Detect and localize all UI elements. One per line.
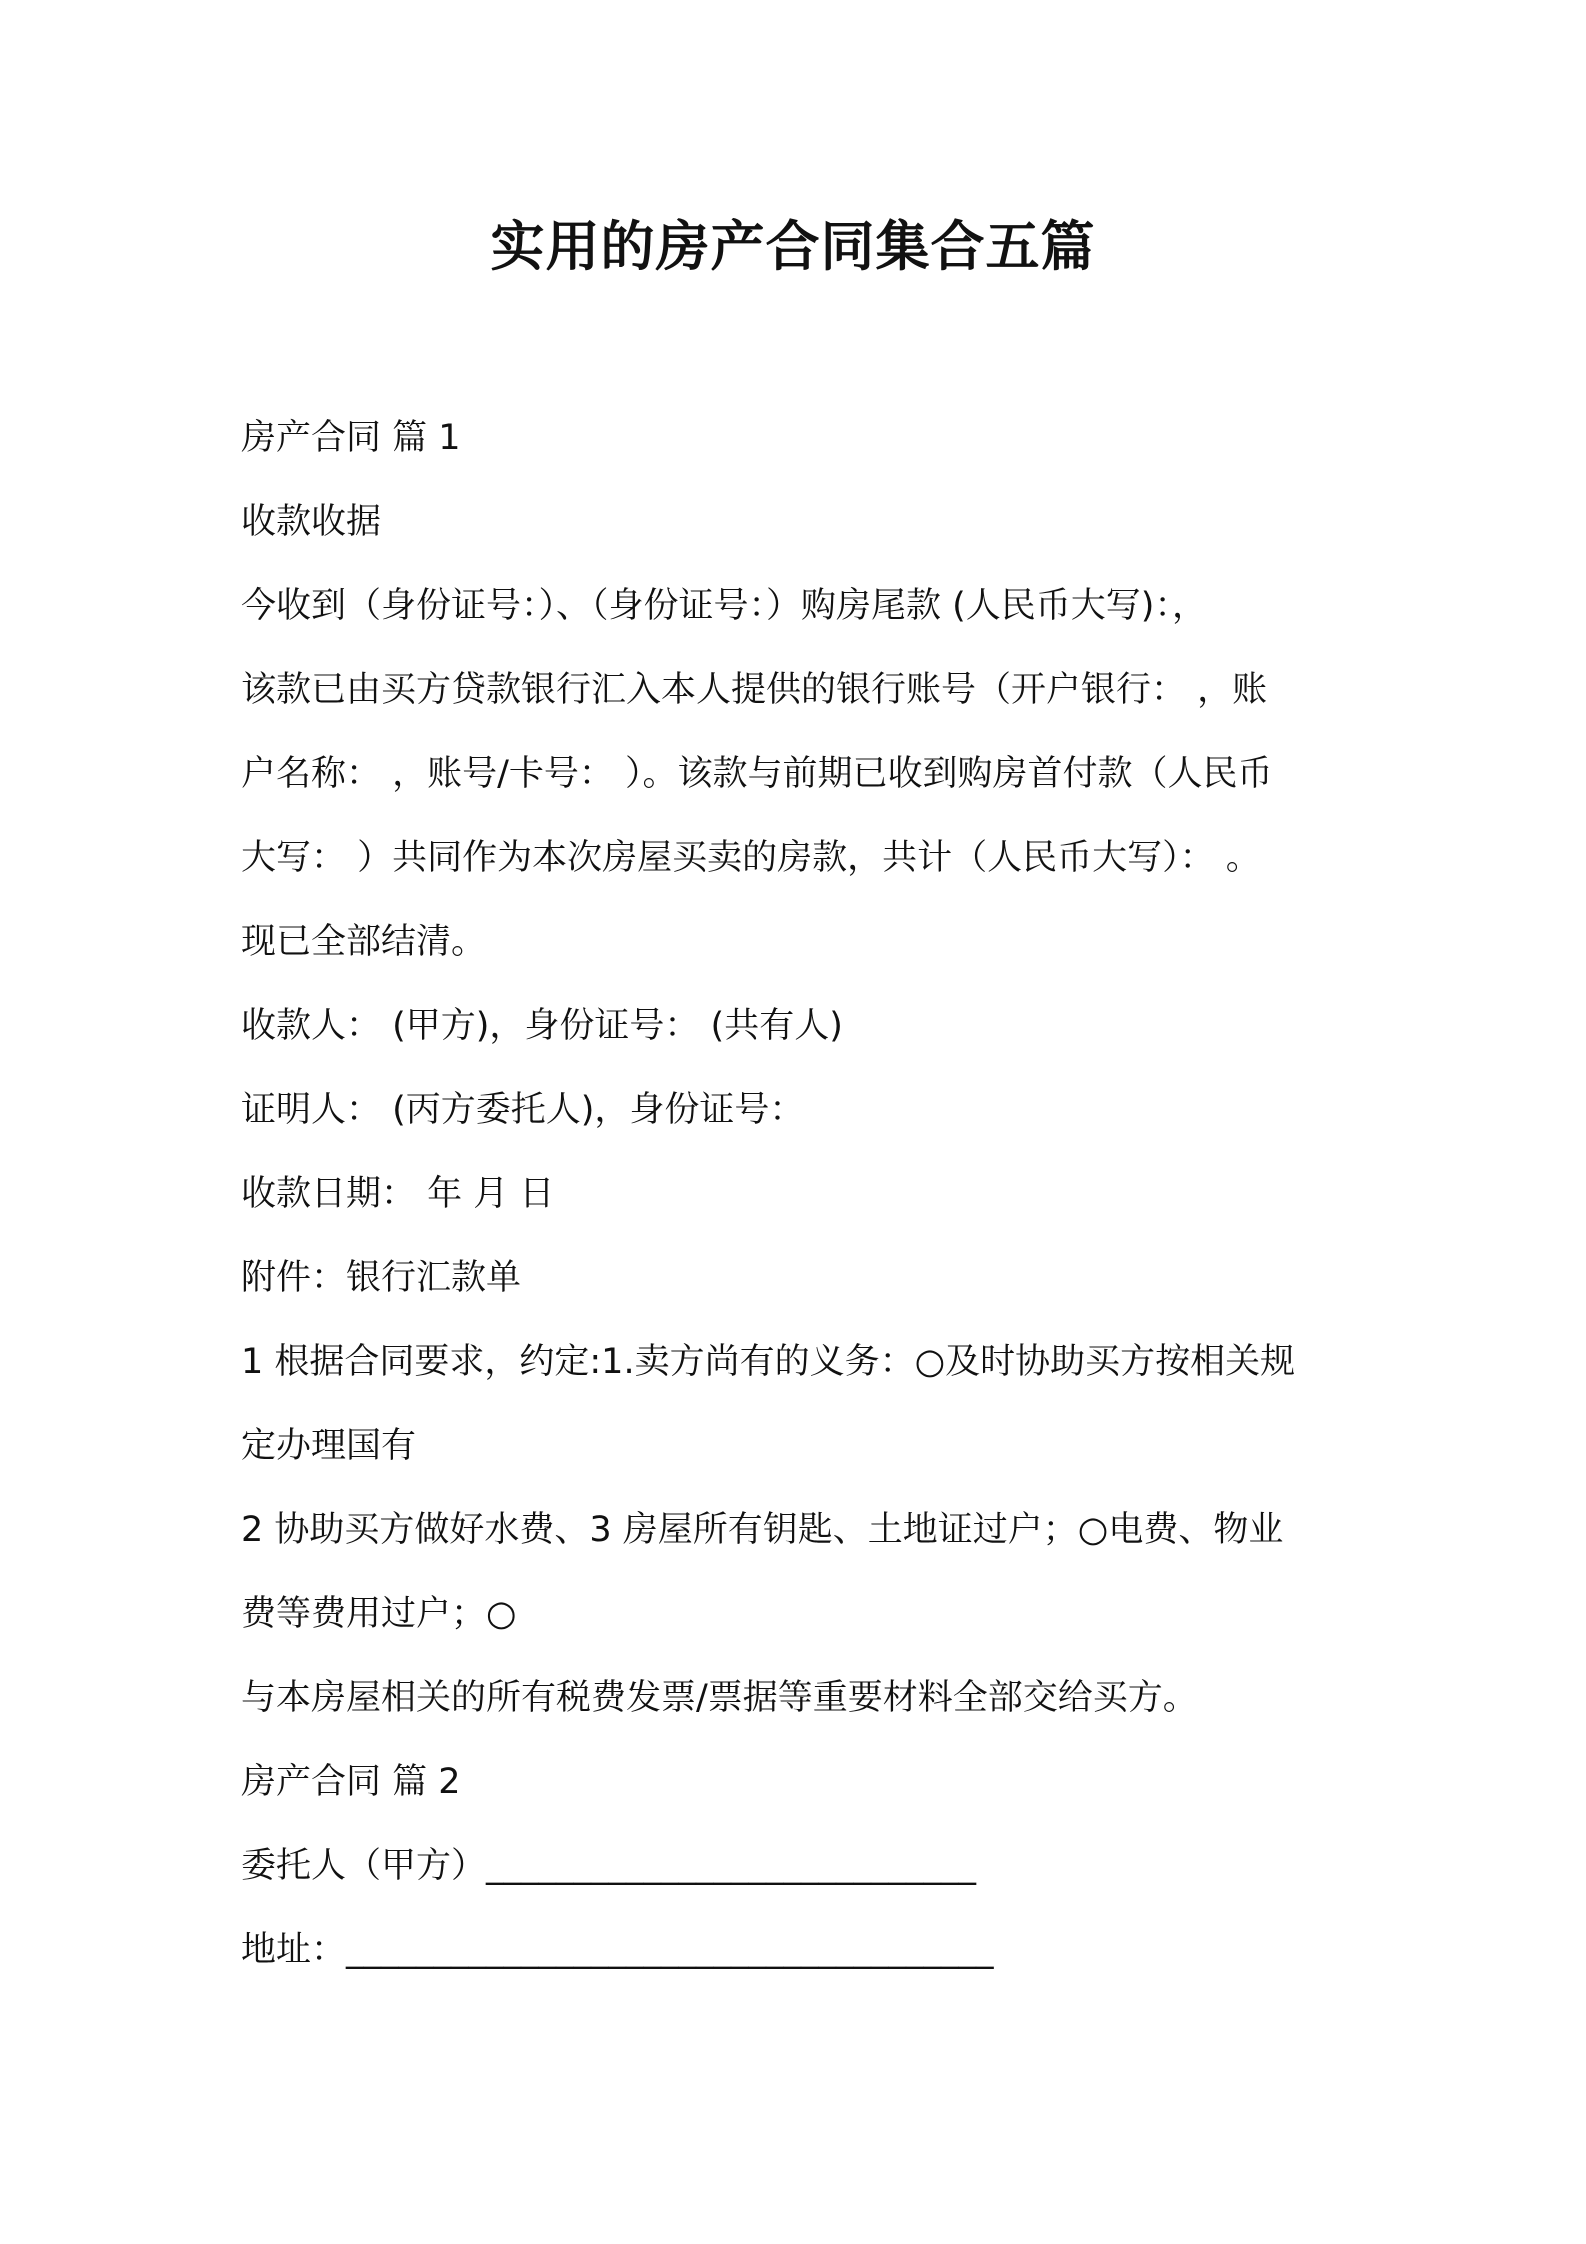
paragraph-line: 该款已由买方贷款银行汇入本人提供的银行账号（开户银行： ，账 [241,670,1268,710]
clause-line: 1 根据合同要求，约定:1.卖方尚有的义务：○及时协助买方按相关规 [241,1342,1296,1382]
document-body [241,404,1361,2000]
clause-line: 与本房屋相关的所有税费发票/票据等重要材料全部交给买方。 [241,1678,1198,1718]
clause-line: 定办理国有 [241,1426,417,1466]
paragraph-line: 户名称： ，账号/卡号： ）。该款与前期已收到购房首付款（人民币 [241,754,1273,794]
paragraph-line: 今收到（身份证号：）、（身份证号：）购房尾款 (人民币大写)：， [241,586,1207,626]
paragraph-line: 大写： ）共同作为本次房屋买卖的房款，共计（人民币大写）： 。 [241,838,1261,878]
document-title: 实用的房产合同集合五篇 [490,215,1096,278]
section-heading: 房产合同 篇 2 [241,1762,461,1802]
principal-line: 委托人（甲方）____________________________ [241,1846,977,1886]
witness-line: 证明人： (丙方委托人)，身份证号： [241,1090,805,1130]
paragraph-line: 现已全部结清。 [241,922,487,962]
section-heading: 房产合同 篇 1 [241,418,461,458]
address-line: 地址：_____________________________________ [241,1930,994,1970]
payee-line: 收款人： (甲方)，身份证号： (共有人) [241,1006,843,1046]
attachment-line: 附件：银行汇款单 [241,1258,522,1298]
date-line: 收款日期： 年 月 日 [241,1174,555,1214]
clause-line: 2 协助买方做好水费、3 房屋所有钥匙、土地证过户；○电费、物业 [241,1510,1284,1550]
clause-line: 费等费用过户；○ [241,1594,517,1634]
subheading: 收款收据 [241,502,382,542]
